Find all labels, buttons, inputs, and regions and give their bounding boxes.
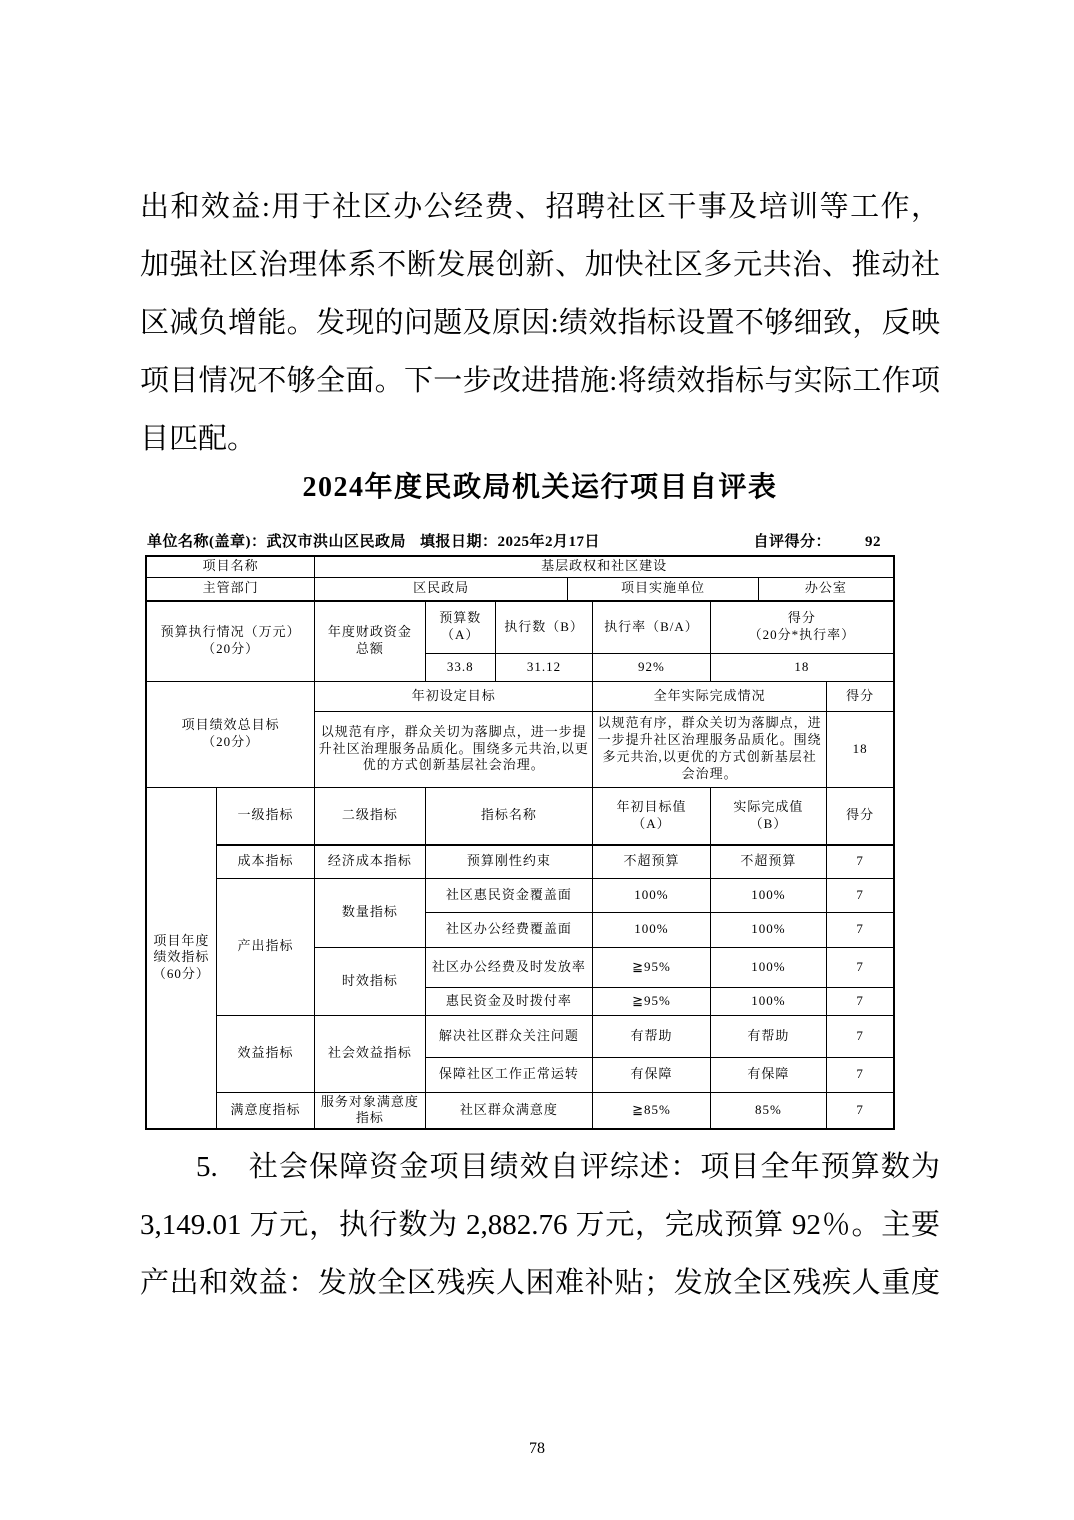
project-name-value: 基层政权和社区建设 xyxy=(315,556,894,577)
indicators-header-target-line1: 年初目标值 xyxy=(616,798,687,814)
impl-unit-value: 办公室 xyxy=(758,577,894,601)
goal-section-label-line1: 项目绩效总目标 xyxy=(181,717,280,733)
indicator-target: 有保障 xyxy=(593,1057,710,1092)
table-title: 2024年度民政局机关运行项目自评表 xyxy=(302,472,778,503)
indicator-target: ≧95% xyxy=(593,987,710,1015)
indicator-target: 有帮助 xyxy=(593,1015,710,1057)
indicators-header-actual xyxy=(710,787,826,845)
unit-name-value: 武汉市洪山区民政局 xyxy=(266,534,407,550)
goal-actual-text: 以规范有序，群众关切为落脚点，进一步提升社区治理服务品质化。围绕多元共治,以更优的方式创新基层社会治理。 xyxy=(593,711,827,787)
indicator-name: 社区办公经费及时发放率 xyxy=(425,947,593,987)
table-info-line xyxy=(147,530,895,551)
indicator-name: 惠民资金及时拨付率 xyxy=(425,987,593,1015)
summary-line-3: 产出和效益：发放全区残疾人困难补贴；发放全区残疾人重度 xyxy=(140,1267,940,1300)
indicator-actual: 85% xyxy=(710,1092,826,1129)
indicators-header-name: 指标名称 xyxy=(425,787,593,845)
intro-line-4: 项目情况不够全面。下一步改进措施:将绩效指标与实际工作项 xyxy=(140,365,940,397)
impl-unit-label: 项目实施单位 xyxy=(568,577,759,601)
page-number: 78 xyxy=(529,1440,545,1457)
indicator-score: 7 xyxy=(827,947,894,987)
goal-initial-text: 以规范有序，群众关切为落脚点，进一步提升社区治理服务品质化。围绕多元共治,以更优的方式创新基层社会治理。 xyxy=(315,711,593,787)
budget-fund-label-line2: 总额 xyxy=(355,641,384,657)
budget-fund-label xyxy=(315,601,425,681)
indicators-header-actual-line2: （B） xyxy=(749,815,788,831)
indicator-actual: 100% xyxy=(710,947,826,987)
indicator-target: 不超预算 xyxy=(593,845,710,878)
budget-score-header-line1: 得分 xyxy=(787,610,816,626)
project-name-label: 项目名称 xyxy=(146,556,315,577)
indicator-target: ≧85% xyxy=(593,1092,710,1129)
dept-value: 区民政局 xyxy=(315,577,568,601)
dept-label: 主管部门 xyxy=(146,577,315,601)
budget-a-header xyxy=(425,601,495,653)
indicators-section-label-line3: （60分） xyxy=(152,966,210,982)
indicator-score: 7 xyxy=(827,1057,894,1092)
indicators-section-label xyxy=(146,787,216,1129)
indicator-actual: 不超预算 xyxy=(710,845,826,878)
indicators-header-target xyxy=(593,787,710,845)
self-score-label: 自评得分： xyxy=(753,534,831,550)
indicator-name: 解决社区群众关注问题 xyxy=(425,1015,593,1057)
indicators-header-actual-line1: 实际完成值 xyxy=(733,798,804,814)
self-score-value: 92 xyxy=(865,534,881,550)
indicators-section-label-line1: 项目年度 xyxy=(153,932,210,948)
indicators-section-label-line2: 绩效指标 xyxy=(153,949,210,965)
indicator-target: 100% xyxy=(593,878,710,912)
indicators-header-score: 得分 xyxy=(827,787,894,845)
goal-score-value: 18 xyxy=(827,711,894,787)
indicator-l1: 满意度指标 xyxy=(216,1092,314,1129)
indicator-name: 预算刚性约束 xyxy=(425,845,593,878)
intro-line-3: 区减负增能。发现的问题及原因:绩效指标设置不够细致，反映 xyxy=(140,307,940,339)
indicator-l1: 产出指标 xyxy=(216,878,314,1015)
budget-score-value: 18 xyxy=(710,653,894,681)
indicators-header-target-line2: （A） xyxy=(632,815,671,831)
intro-line-5: 目匹配。 xyxy=(140,423,257,455)
summary-line-1: 5. 社会保障资金项目绩效自评综述：项目全年预算数为 xyxy=(196,1151,940,1184)
indicator-score: 7 xyxy=(827,878,894,912)
indicator-l2: 服务对象满意度指标 xyxy=(315,1092,425,1129)
budget-a-header-line1: 预算数 xyxy=(439,610,482,626)
budget-b-header: 执行数（B） xyxy=(495,601,592,653)
indicator-actual: 有帮助 xyxy=(710,1015,826,1057)
intro-line-1: 出和效益:用于社区办公经费、招聘社区干事及培训等工作， xyxy=(140,191,940,223)
summary-line-2: 3,149.01 万元，执行数为 2,882.76 万元，完成预算 92％。主要 xyxy=(140,1209,940,1242)
indicator-name: 社区群众满意度 xyxy=(425,1092,593,1129)
evaluation-table xyxy=(145,555,895,1130)
budget-a-header-line2: （A） xyxy=(441,627,480,643)
budget-rate-value: 92% xyxy=(593,653,710,681)
indicator-l2: 社会效益指标 xyxy=(315,1015,425,1092)
indicator-l2: 经济成本指标 xyxy=(315,845,425,878)
budget-rate-header: 执行率（B/A） xyxy=(593,601,710,653)
budget-b-value: 31.12 xyxy=(495,653,592,681)
indicator-name: 社区办公经费覆盖面 xyxy=(425,912,593,947)
indicator-score: 7 xyxy=(827,845,894,878)
indicator-actual: 100% xyxy=(710,912,826,947)
intro-paragraph xyxy=(140,0,940,468)
goal-actual-header: 全年实际完成情况 xyxy=(593,681,827,711)
budget-score-header-line2: （20分*执行率） xyxy=(748,627,856,643)
goal-initial-header: 年初设定目标 xyxy=(315,681,593,711)
intro-line-2: 加强社区治理体系不断发展创新、加快社区多元共治、推动社 xyxy=(140,249,940,281)
indicator-l2: 时效指标 xyxy=(315,947,425,1015)
indicators-header-l1: 一级指标 xyxy=(216,787,314,845)
indicator-actual: 有保障 xyxy=(710,1057,826,1092)
indicators-header-l2: 二级指标 xyxy=(315,787,425,845)
indicator-l1: 效益指标 xyxy=(216,1015,314,1092)
budget-score-header xyxy=(710,601,894,653)
report-date-value: 2025年2月17日 xyxy=(497,534,601,550)
goal-section-label xyxy=(146,681,315,787)
indicator-name: 社区惠民资金覆盖面 xyxy=(425,878,593,912)
indicator-score: 7 xyxy=(827,1092,894,1129)
indicator-l1: 成本指标 xyxy=(216,845,314,878)
budget-a-value: 33.8 xyxy=(425,653,495,681)
indicator-actual: 100% xyxy=(710,878,826,912)
goal-section-label-line2: （20分） xyxy=(202,734,260,749)
indicator-target: 100% xyxy=(593,912,710,947)
indicator-score: 7 xyxy=(827,1015,894,1057)
indicator-score: 7 xyxy=(827,987,894,1015)
indicator-score: 7 xyxy=(827,912,894,947)
indicator-actual: 100% xyxy=(710,987,826,1015)
budget-fund-label-line1: 年度财政资金 xyxy=(327,624,412,640)
report-date-label: 填报日期： xyxy=(420,534,498,550)
unit-name-label: 单位名称(盖章)： xyxy=(147,534,267,550)
indicator-name: 保障社区工作正常运转 xyxy=(425,1057,593,1092)
goal-score-header: 得分 xyxy=(827,681,894,711)
budget-section-label: 预算执行情况（万元）（20分） xyxy=(146,601,315,681)
indicator-target: ≧95% xyxy=(593,947,710,987)
indicator-l2: 数量指标 xyxy=(315,878,425,947)
summary-paragraph xyxy=(140,1138,940,1312)
